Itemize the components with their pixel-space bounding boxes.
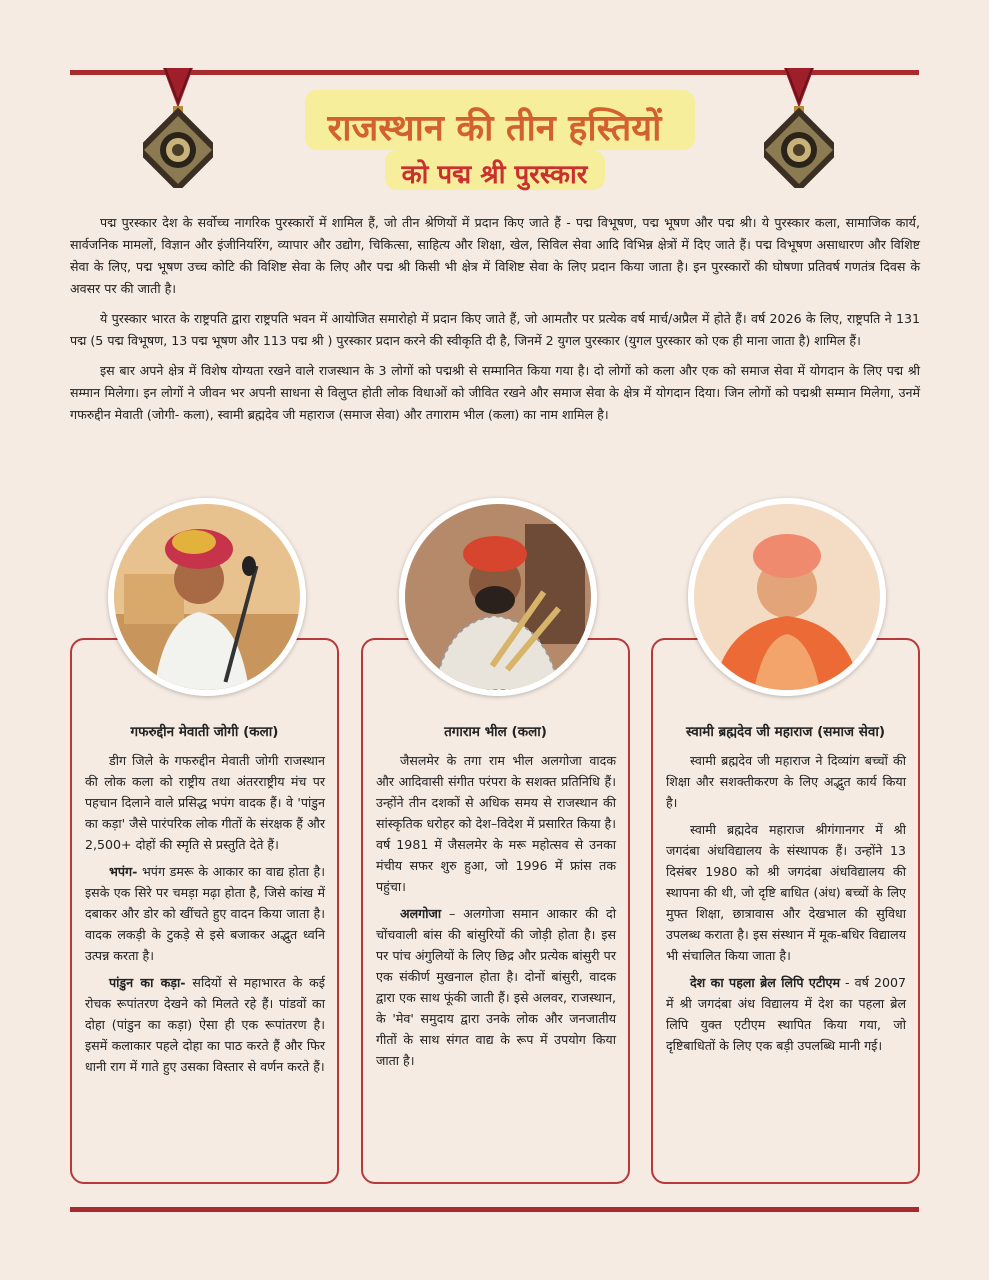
awardee-card-tagaram	[361, 638, 630, 1184]
awardee-photo-gafruddin	[108, 498, 306, 696]
page-subtitle: को पद्म श्री पुरस्कार	[401, 160, 588, 190]
bottom-rule	[70, 1207, 919, 1212]
card-paragraph: जैसलमेर के तगा राम भील अलगोजा वादक और आदिवासी संगीत परंपरा के सशक्त प्रतिनिधि हैं। उन्होंने तीन दशकों से अधिक समय से राजस्थान की सांस्कृतिक धरोहर को देश–विदेश में प्रसारित किया है। वर्ष 1981 में जैसलमेर के मरू महोत्सव से उनका मंचीय सफर शुरु हुआ, जो 1996 में फ्रांस तक पहुंचा।	[376, 753, 616, 894]
page-title: राजस्थान की तीन हस्तियों	[327, 108, 662, 149]
awardee-name: स्वामी ब्रह्मदेव जी महाराज (समाज सेवा)	[686, 724, 885, 740]
awardee-card-gafruddin	[70, 638, 339, 1184]
card-body	[85, 750, 325, 1083]
intro-text	[70, 212, 920, 434]
card-paragraph	[85, 861, 325, 966]
awardee-name: गफरुद्दीन मेवाती जोगी (कला)	[130, 724, 279, 740]
term-text: – अलगोजा समान आकार की दो चोंचवाली बांस की बांसुरियों की जोड़ी होता है। इस पर पांच अंगुलियों के लिए छिद्र और प्रत्येक बांसुरी पर एक संकीर्ण मुखनाल होता है। दोनों बांसुरी, वादक द्वारा एक साथ फूंकी जाती हैं। इसे अलवर, राजस्थान, के 'मेव' समुदाय द्वारा उनके लोक और जनजातीय गीतों के साथ संगत वाद्य के रूप में उपयोग किया जाता है।	[376, 906, 616, 1068]
card-paragraph	[376, 903, 616, 1071]
term-label: देश का पहला ब्रेल लिपि एटीएम	[690, 975, 840, 990]
term-label: भपंग-	[109, 864, 138, 879]
card-body	[666, 750, 906, 1062]
awardee-photo-tagaram	[399, 498, 597, 696]
term-label: अलगोजा	[400, 906, 442, 921]
card-paragraph: डीग जिले के गफरुद्दीन मेवाती जोगी राजस्थान की लोक कला को राष्ट्रीय तथा अंतरराष्ट्रीय मंच पर पहचान दिलाने वाले प्रसिद्ध भपंग वादक हैं। वे 'पांडुन का कड़ा' जैसे पारंपरिक लोक गीतों के संरक्षक हैं और 2,500+ दोहों की स्मृति से प्रस्तुति देते हैं।	[85, 753, 325, 852]
card-paragraph	[666, 972, 906, 1056]
awardee-card-brahmdev	[651, 638, 920, 1184]
intro-paragraph: ये पुरस्कार भारत के राष्ट्रपति द्वारा राष्ट्रपति भवन में आयोजित समारोहो में प्रदान किए जाते हैं, जो आमतौर पर प्रत्येक वर्ष मार्च/अप्रैल में होते हैं। वर्ष 2026 के लिए, राष्ट्रपति ने 131 पद्म (5 पद्म विभूषण, 13 पद्म भूषण और 113 पद्म श्री ) पुरस्कार प्रदान करने की स्वीकृति दी है, जिनमें 2 युगल पुरस्कार (युगल पुरस्कार को एक ही माना जाता है) शामिल हैं।	[70, 311, 920, 348]
intro-paragraph: पद्म पुरस्कार देश के सर्वोच्च नागरिक पुरस्कारों में शामिल हैं, जो तीन श्रेणियों में प्रदान किए जाते हैं - पद्म विभूषण, पद्म भूषण और पद्म श्री। ये पुरस्कार कला, सामाजिक कार्य, सार्वजनिक मामलों, विज्ञान और इंजीनियरिंग, व्यापार और उद्योग, चिकित्सा, साहित्य और शिक्षा, खेल, सिविल सेवा आदि विभिन्न क्षेत्रों में दिए जाते हैं। पद्म विभूषण असाधारण और विशिष्ट सेवा के लिए, पद्म भूषण उच्च कोटि की विशिष्ट सेवा के लिए और पद्म श्री किसी भी क्षेत्र में विशिष्ट सेवा के लिए प्रदान किया जाता है। इन पुरस्कारों की घोषणा प्रतिवर्ष गणतंत्र दिवस के अवसर पर की जाती है।	[70, 215, 920, 296]
awardee-photo-brahmdev	[688, 498, 886, 696]
term-text: भपंग डमरू के आकार का वाद्य होता है। इसके एक सिरे पर चमड़ा मढ़ा होता है, जिसे कांख में दबाकर और डोर को खींचते हुए वादन किया जाता है। वादक लकड़ी के टुकड़े से इसे बजाकर अद्भुत ध्वनि उत्पन्न करता है।	[85, 864, 325, 963]
awardee-name: तगाराम भील (कला)	[444, 724, 547, 740]
term-text: - वर्ष 2007 में श्री जगदंबा अंध विद्यालय में देश का पहला ब्रेल लिपि युक्त एटीएम स्थापित किया गया, जो दृष्टिबाधितों के लिए एक बड़ी उपलब्धि मानी गई।	[666, 975, 906, 1053]
card-paragraph: स्वामी ब्रह्मदेव जी महाराज ने दिव्यांग बच्चों की शिक्षा और सशक्तीकरण के लिए अद्भुत कार्य किया है।	[666, 753, 906, 810]
card-paragraph	[85, 972, 325, 1077]
card-body	[376, 750, 616, 1077]
intro-paragraph: इस बार अपने क्षेत्र में विशेष योग्यता रखने वाले राजस्थान के 3 लोगों को पद्मश्री से सम्मानित किया गया है। दो लोगों को कला और एक को समाज सेवा में योगदान के लिए पद्म श्री सम्मान मिलेगा। इन लोगों ने जीवन भर अपनी साधना से विलुप्त होती लोक विधाओं को जीवित रखने और समाज सेवा के क्षेत्र में योगदान दिया। जिन लोगों को पद्मश्री सम्मान मिलेगा, उनमें गफरुद्दीन मेवाती (जोगी- कला), स्वामी ब्रह्मदेव जी महाराज (समाज सेवा) और तगाराम भील (कला) का नाम शामिल है।	[70, 363, 920, 422]
term-text: सदियों से महाभारत के कई रोचक रूपांतरण देखने को मिलते रहे हैं। पांडवों का दोहा (पांडुन का कड़ा) ऐसा ही एक रूपांतरण है। इसमें कलाकार पहले दोहा का पाठ करते हैं और फिर धानी राग में गाते हुए उसका विस्तार से वर्णन करते हैं।	[85, 975, 325, 1074]
card-paragraph: स्वामी ब्रह्मदेव महाराज श्रीगंगानगर में श्री जगदंबा अंधविद्यालय के संस्थापक हैं। उन्होंने 13 दिसंबर 1980 को श्री जगदंबा अंधविद्यालय की स्थापना की थी, जो दृष्टि बाधित (अंध) बच्चों के लिए मुफ्त शिक्षा, छात्रावास और देखभाल की सुविधा उपलब्ध कराता है। इस संस्थान में मूक-बधिर विद्यालय भी संचालित किया जाता है।	[666, 822, 906, 963]
term-label: पांडुन का कड़ा-	[109, 975, 186, 990]
